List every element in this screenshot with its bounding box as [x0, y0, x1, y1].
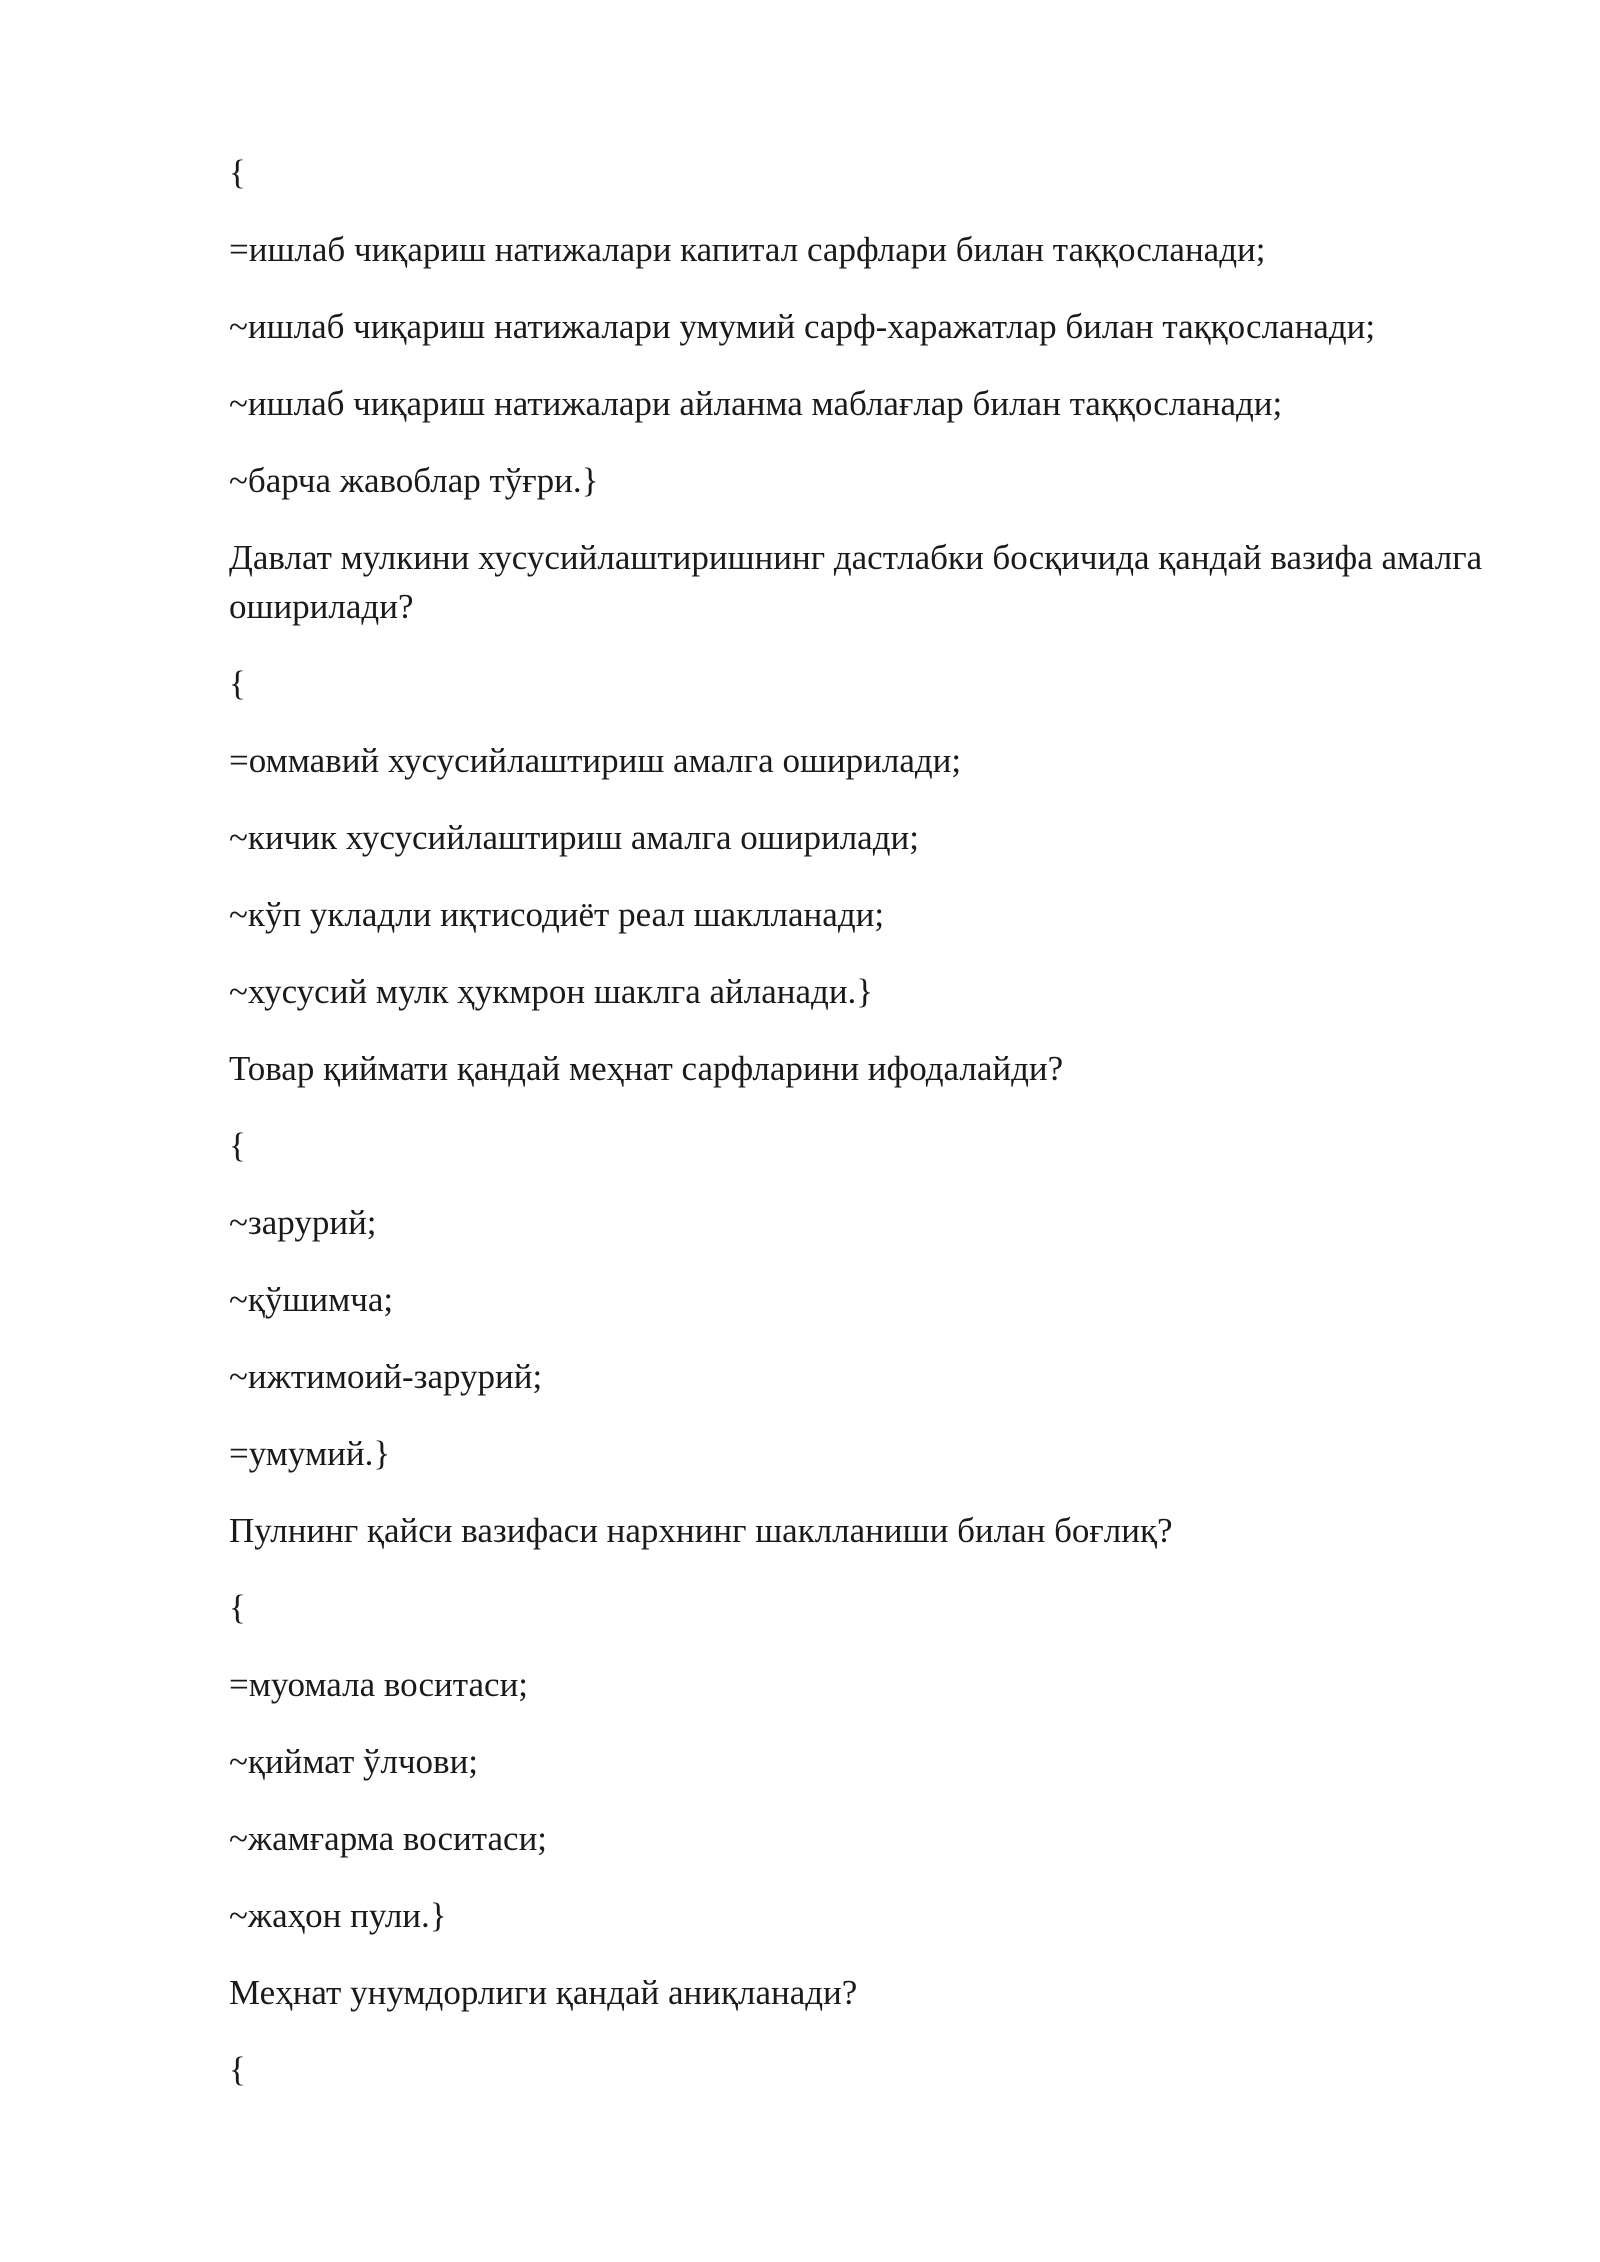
question-text: Давлат мулкини хусусийлаштиришнинг дастлабки босқичида қандай вазифа амалга оширилади?: [229, 538, 1483, 626]
text-line: ~ишлаб чиқариш натижалари умумий сарф-харажатлар билан таққосланади;: [229, 307, 1376, 346]
text-line: {: [229, 2050, 246, 2089]
text-line: =муомала воситаси;: [229, 1665, 529, 1704]
text-line: ~зарурий;: [229, 1203, 377, 1242]
text-line: ~жамғарма воситаси;: [229, 1819, 548, 1858]
question-text: Меҳнат унумдорлиги қандай аниқланади?: [229, 1973, 858, 2012]
text-line: ~ишлаб чиқариш натижалари айланма маблағлар билан таққосланади;: [229, 384, 1283, 423]
text-line: =ишлаб чиқариш натижалари капитал сарфлари билан таққосланади;: [229, 230, 1266, 269]
text-line: {: [229, 664, 246, 703]
text-line: ~жаҳон пули.}: [229, 1896, 447, 1935]
text-line: ~ижтимоий-зарурий;: [229, 1357, 543, 1396]
text-line: {: [229, 1126, 246, 1165]
question-text: Товар қиймати қандай меҳнат сарфларини ифодалайди?: [229, 1049, 1064, 1088]
text-line: ~қиймат ўлчови;: [229, 1742, 479, 1781]
text-line: ~кичик хусусийлаштириш амалга оширилади;: [229, 818, 919, 857]
text-line: ~хусусий мулк ҳукмрон шаклга айланади.}: [229, 972, 874, 1011]
text-line: ~барча жавоблар тўғри.}: [229, 461, 599, 500]
document-body: [229, 148, 1489, 2122]
text-line: =умумий.}: [229, 1434, 391, 1473]
text-line: ~қўшимча;: [229, 1280, 394, 1319]
text-line: =оммавий хусусийлаштириш амалга оширилади;: [229, 741, 962, 780]
text-line: {: [229, 153, 246, 192]
text-line: {: [229, 1588, 246, 1627]
question-text: Пулнинг қайси вазифаси нархнинг шаклланиши билан боғлиқ?: [229, 1511, 1173, 1550]
text-line: ~кўп укладли иқтисодиёт реал шаклланади;: [229, 895, 885, 934]
